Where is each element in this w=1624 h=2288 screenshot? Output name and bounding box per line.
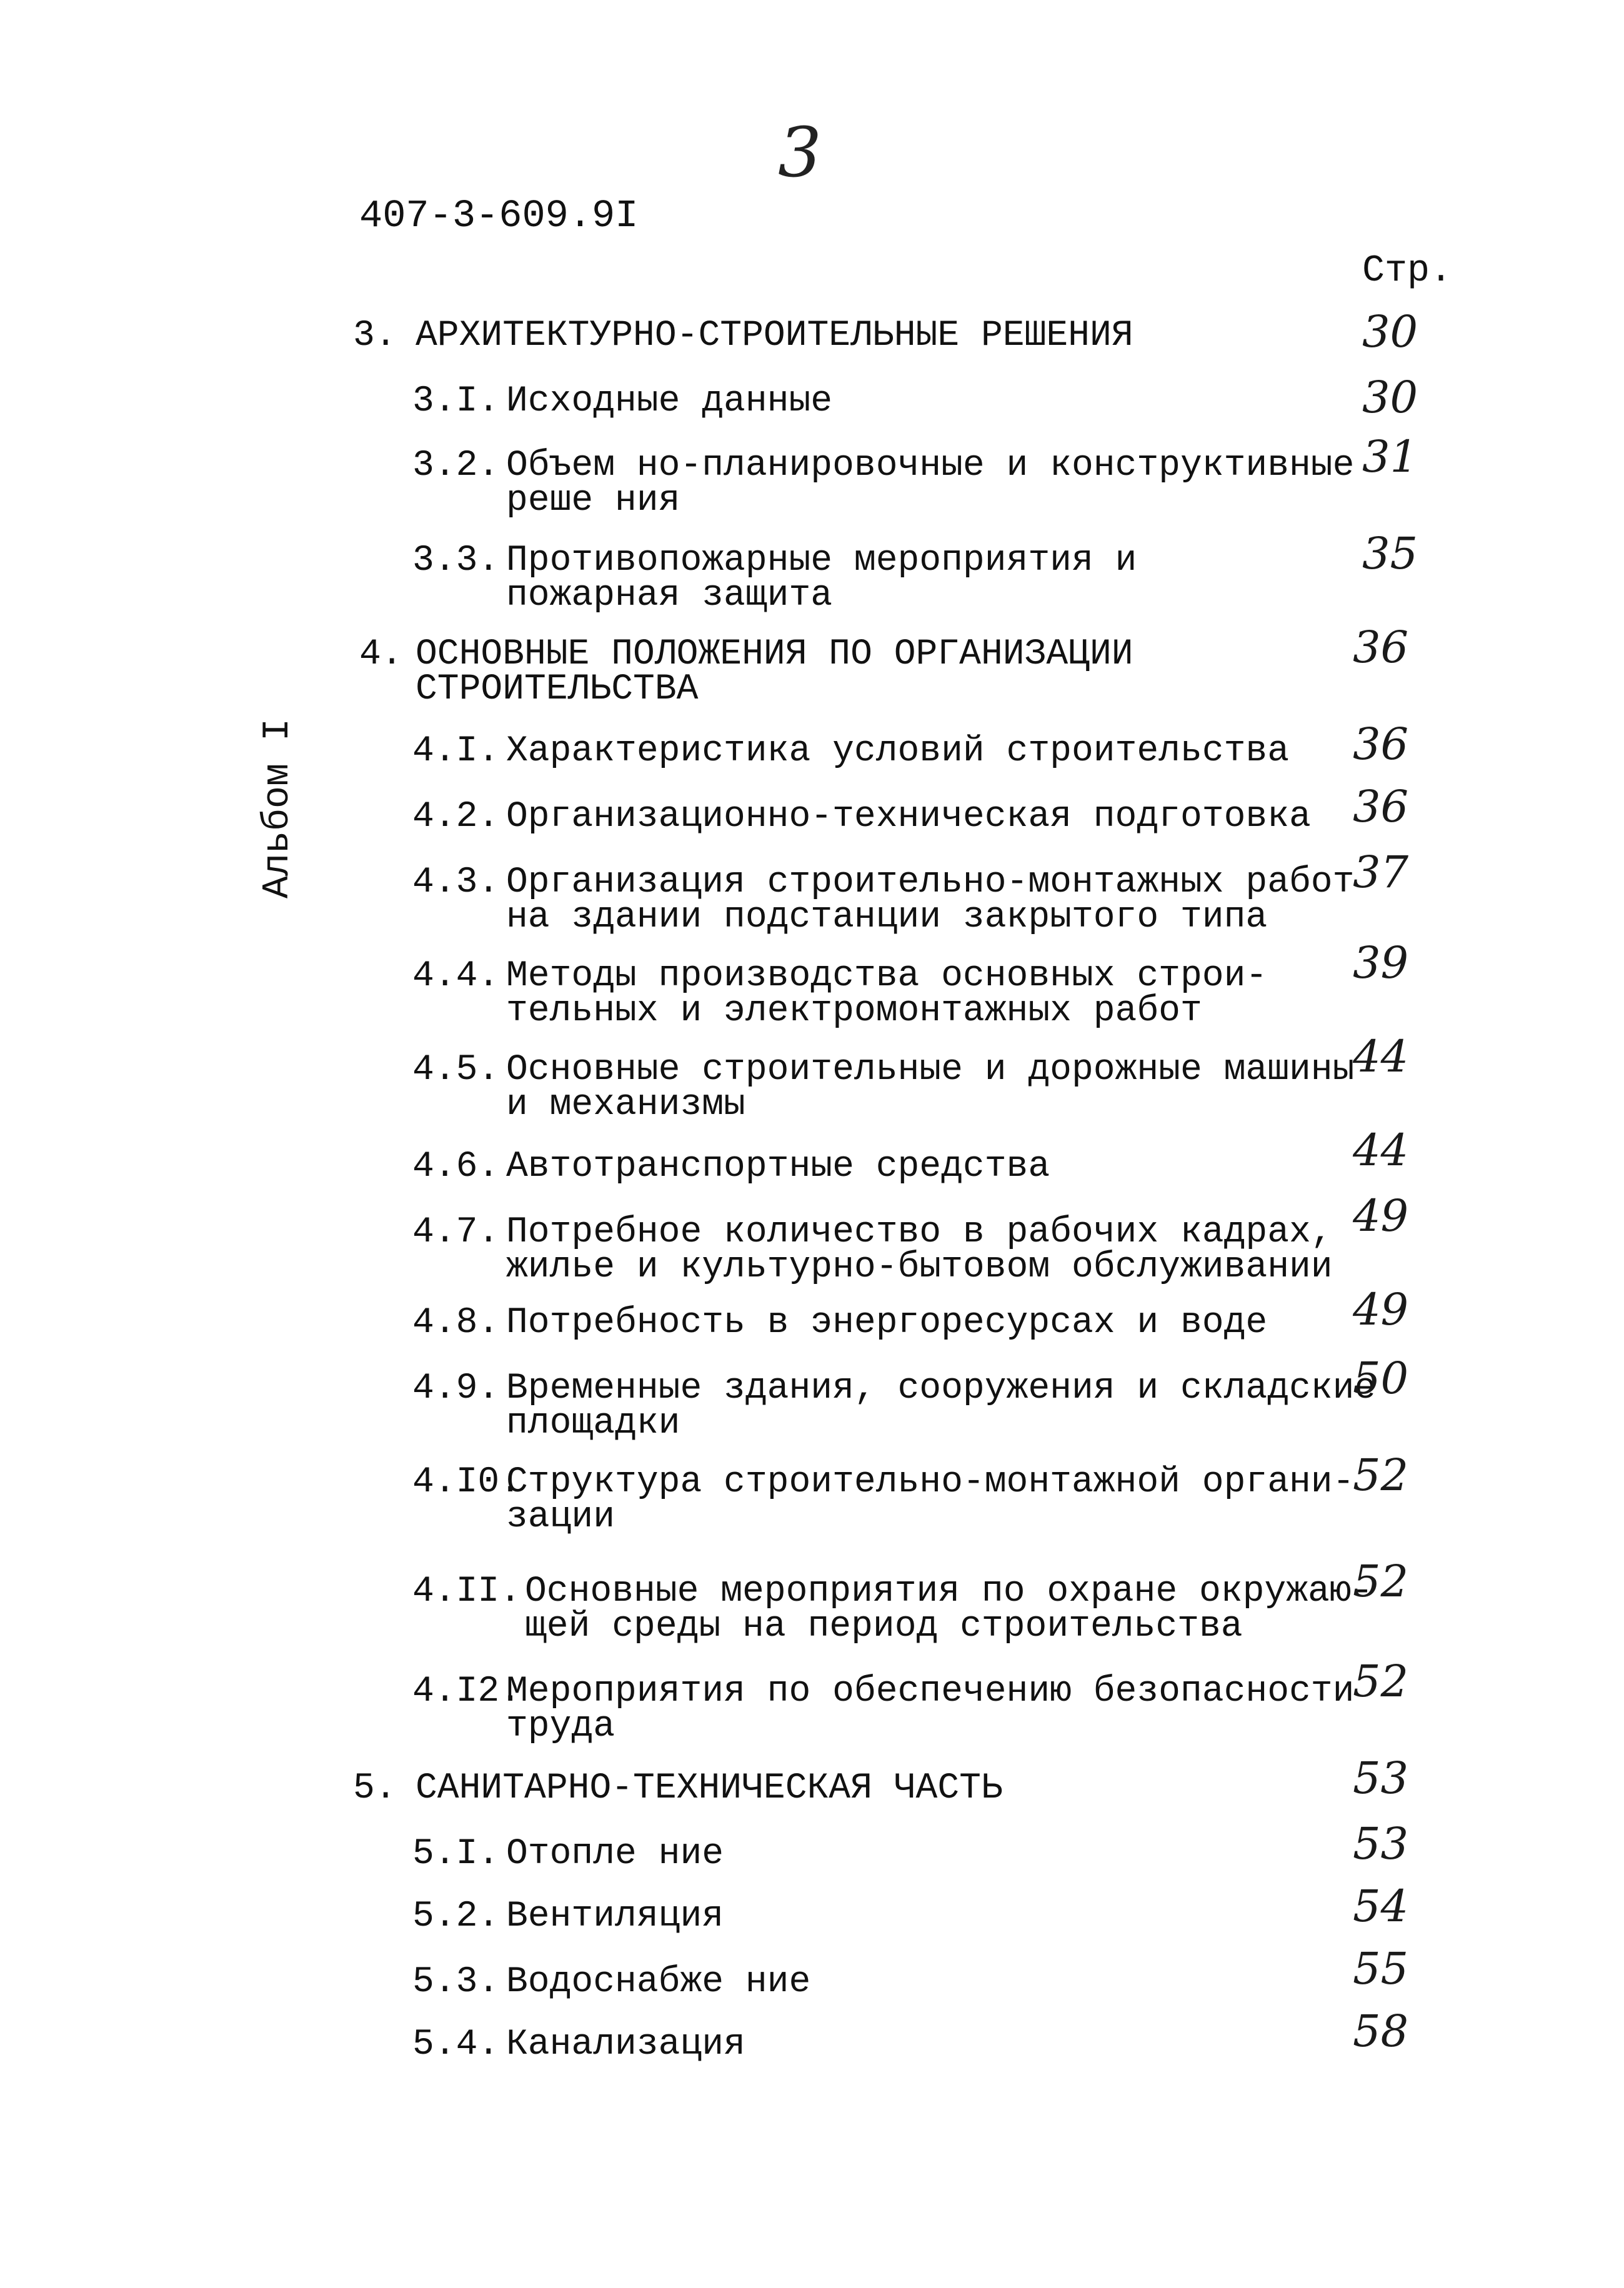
toc-page-number: 53 [1353,1753,1409,1804]
toc-entry-number: 4.7. [412,1212,500,1253]
toc-entry-number: 4.5. [412,1050,500,1090]
page-number: 3 [778,112,822,192]
toc-entry-number: 4.I2. [412,1671,522,1712]
toc-entry-number: 5.3. [412,1962,500,2002]
toc-entry-number: 4. [359,634,403,675]
toc-entry-title: Водоснабже ние [506,1962,811,2002]
toc-page-number: 52 [1353,1450,1409,1501]
toc-entry-title: Методы производства основных строи- тельных и электромонтажных работ [506,956,1268,1032]
toc-entry-title: ОСНОВНЫЕ ПОЛОЖЕНИЯ ПО ОРГАНИЗАЦИИ СТРОИТЕЛЬСТВА [416,634,1133,710]
toc-entry-number: 3.I. [412,381,500,422]
toc-page-number: 54 [1353,1881,1409,1932]
toc-page-number: 44 [1353,1125,1409,1176]
toc-page-number: 49 [1353,1284,1409,1335]
toc-entry-title: АРХИТЕКТУРНО-СТРОИТЕЛЬНЫЕ РЕШЕНИЯ [416,316,1133,356]
toc-page-number: 44 [1353,1031,1409,1082]
toc-entry-number: 4.I. [412,731,500,772]
toc-entry-number: 5. [353,1768,397,1809]
toc-entry-title: Мероприятия по обеспечению безопасности труда [506,1671,1355,1747]
toc-entry-title: Автотранспортные средства [506,1146,1050,1187]
album-side-label: Альбом I [257,718,299,899]
toc-entry-title: Потребное количество в рабочих кадрах, жилье и культурно-бытовом обслуживании [506,1212,1333,1288]
toc-page-number: 31 [1362,431,1418,482]
toc-page-number: 55 [1353,1943,1409,1994]
toc-entry-number: 4.II. [412,1571,522,1612]
toc-entry-title: Исходные данные [506,381,833,422]
toc-entry-number: 4.I0. [412,1462,522,1503]
toc-page-number: 52 [1353,1656,1409,1707]
toc-page-number: 35 [1362,528,1418,579]
toc-entry-number: 4.9. [412,1368,500,1409]
toc-entry-title: Вентиляция [506,1896,724,1937]
toc-page-number: 50 [1353,1353,1409,1404]
document-code: 407-3-609.9I [359,194,639,238]
toc-entry-title: Основные мероприятия по охране окружаю- щей среды на период строительства [525,1571,1373,1647]
toc-entry-title: Канализация [506,2024,745,2065]
toc-page-number: 36 [1353,719,1409,770]
toc-page-number: 36 [1353,781,1409,832]
toc-entry-title: Объем но-планировочные и конструктивные реше ния [506,445,1355,521]
toc-entry-number: 5.2. [412,1896,500,1937]
toc-entry-title: Основные строительные и дорожные машины и механизмы [506,1050,1355,1125]
toc-entry-number: 4.6. [412,1146,500,1187]
toc-page-number: 58 [1353,2006,1409,2057]
toc-entry-number: 5.4. [412,2024,500,2065]
toc-entry-title: Структура строительно-монтажной органи- зации [506,1462,1355,1538]
toc-page-number: 52 [1353,1556,1409,1607]
page-column-header: Стр. [1362,250,1453,292]
toc-entry-title: Организация строительно-монтажных работ на здании подстанции закрытого типа [506,862,1355,938]
toc-page-number: 49 [1353,1190,1409,1241]
toc-entry-number: 4.2. [412,797,500,837]
toc-entry-title: Противопожарные мероприятия и пожарная защита [506,540,1137,616]
toc-entry-title: Потребность в энергоресурсах и воде [506,1303,1268,1343]
toc-entry-number: 4.8. [412,1303,500,1343]
toc-entry-title: Организационно-техническая подготовка [506,797,1311,837]
toc-entry-number: 3. [353,316,397,356]
toc-page-number: 30 [1362,306,1418,357]
toc-page-number: 36 [1353,622,1409,673]
toc-page-number: 53 [1353,1818,1409,1869]
toc-entry-title: Характеристика условий строительства [506,731,1290,772]
toc-entry-title: САНИТАРНО-ТЕХНИЧЕСКАЯ ЧАСТЬ [416,1768,1003,1809]
toc-entry-number: 5.I. [412,1834,500,1874]
toc-entry-number: 3.2. [412,445,500,486]
toc-entry-number: 3.3. [412,540,500,581]
toc-page-number: 39 [1353,937,1409,988]
toc-entry-number: 4.4. [412,956,500,997]
toc-entry-title: Временные здания, сооружения и складские площадки [506,1368,1377,1444]
toc-entry-title: Отопле ние [506,1834,724,1874]
toc-page-number: 30 [1362,372,1418,423]
toc-page-number: 37 [1353,847,1409,898]
toc-entry-number: 4.3. [412,862,500,903]
